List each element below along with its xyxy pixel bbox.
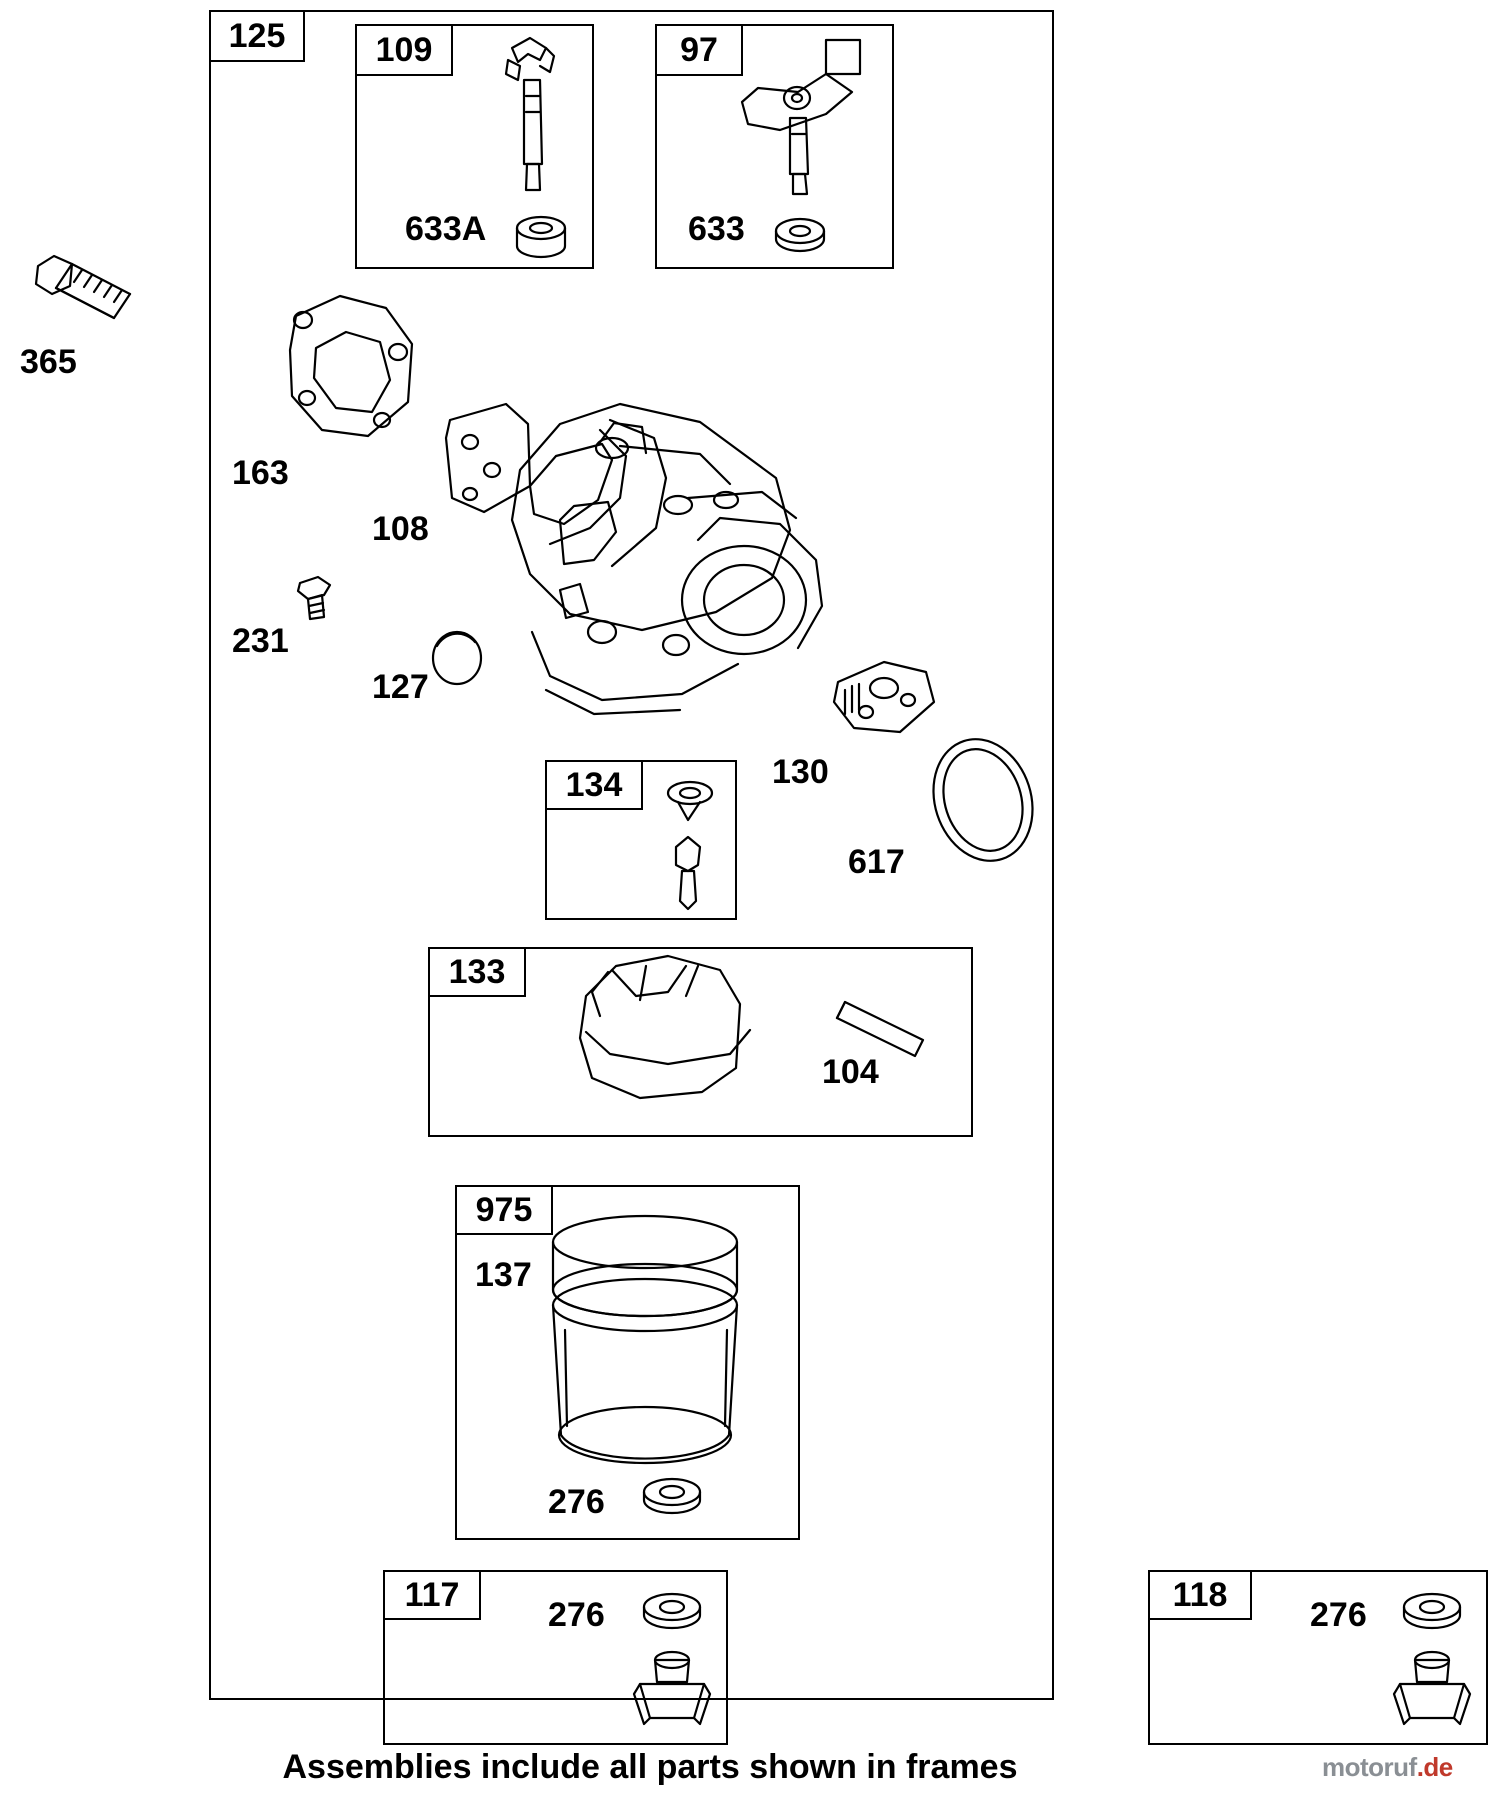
callout-276-118: 276 [1310,1596,1367,1634]
callout-127: 127 [372,668,429,706]
frame-tag-117: 117 [383,1570,481,1620]
frame-tag-109: 109 [355,24,453,76]
callout-104: 104 [822,1053,879,1091]
callout-365: 365 [20,343,77,381]
watermark-suffix: .de [1416,1752,1453,1782]
callout-276-bowl: 276 [548,1483,605,1521]
callout-276-117: 276 [548,1596,605,1634]
frame-tag-97: 97 [655,24,743,76]
frame-tag-125: 125 [209,10,305,62]
callout-137: 137 [475,1256,532,1294]
watermark [1322,1752,1453,1783]
callout-231: 231 [232,622,289,660]
frame-975 [455,1185,800,1540]
callout-108: 108 [372,510,429,548]
diagram-caption: Assemblies include all parts shown in frames [282,1748,1018,1786]
watermark-main: motoruf [1322,1752,1417,1782]
callout-633: 633 [688,210,745,248]
callout-617: 617 [848,843,905,881]
frame-tag-133: 133 [428,947,526,997]
frame-tag-975: 975 [455,1185,553,1235]
callout-163: 163 [232,454,289,492]
frame-tag-118: 118 [1148,1570,1252,1620]
frame-tag-134: 134 [545,760,643,810]
callout-633A: 633A [405,210,487,248]
part-365-bolt [36,256,130,318]
callout-130: 130 [772,753,829,791]
